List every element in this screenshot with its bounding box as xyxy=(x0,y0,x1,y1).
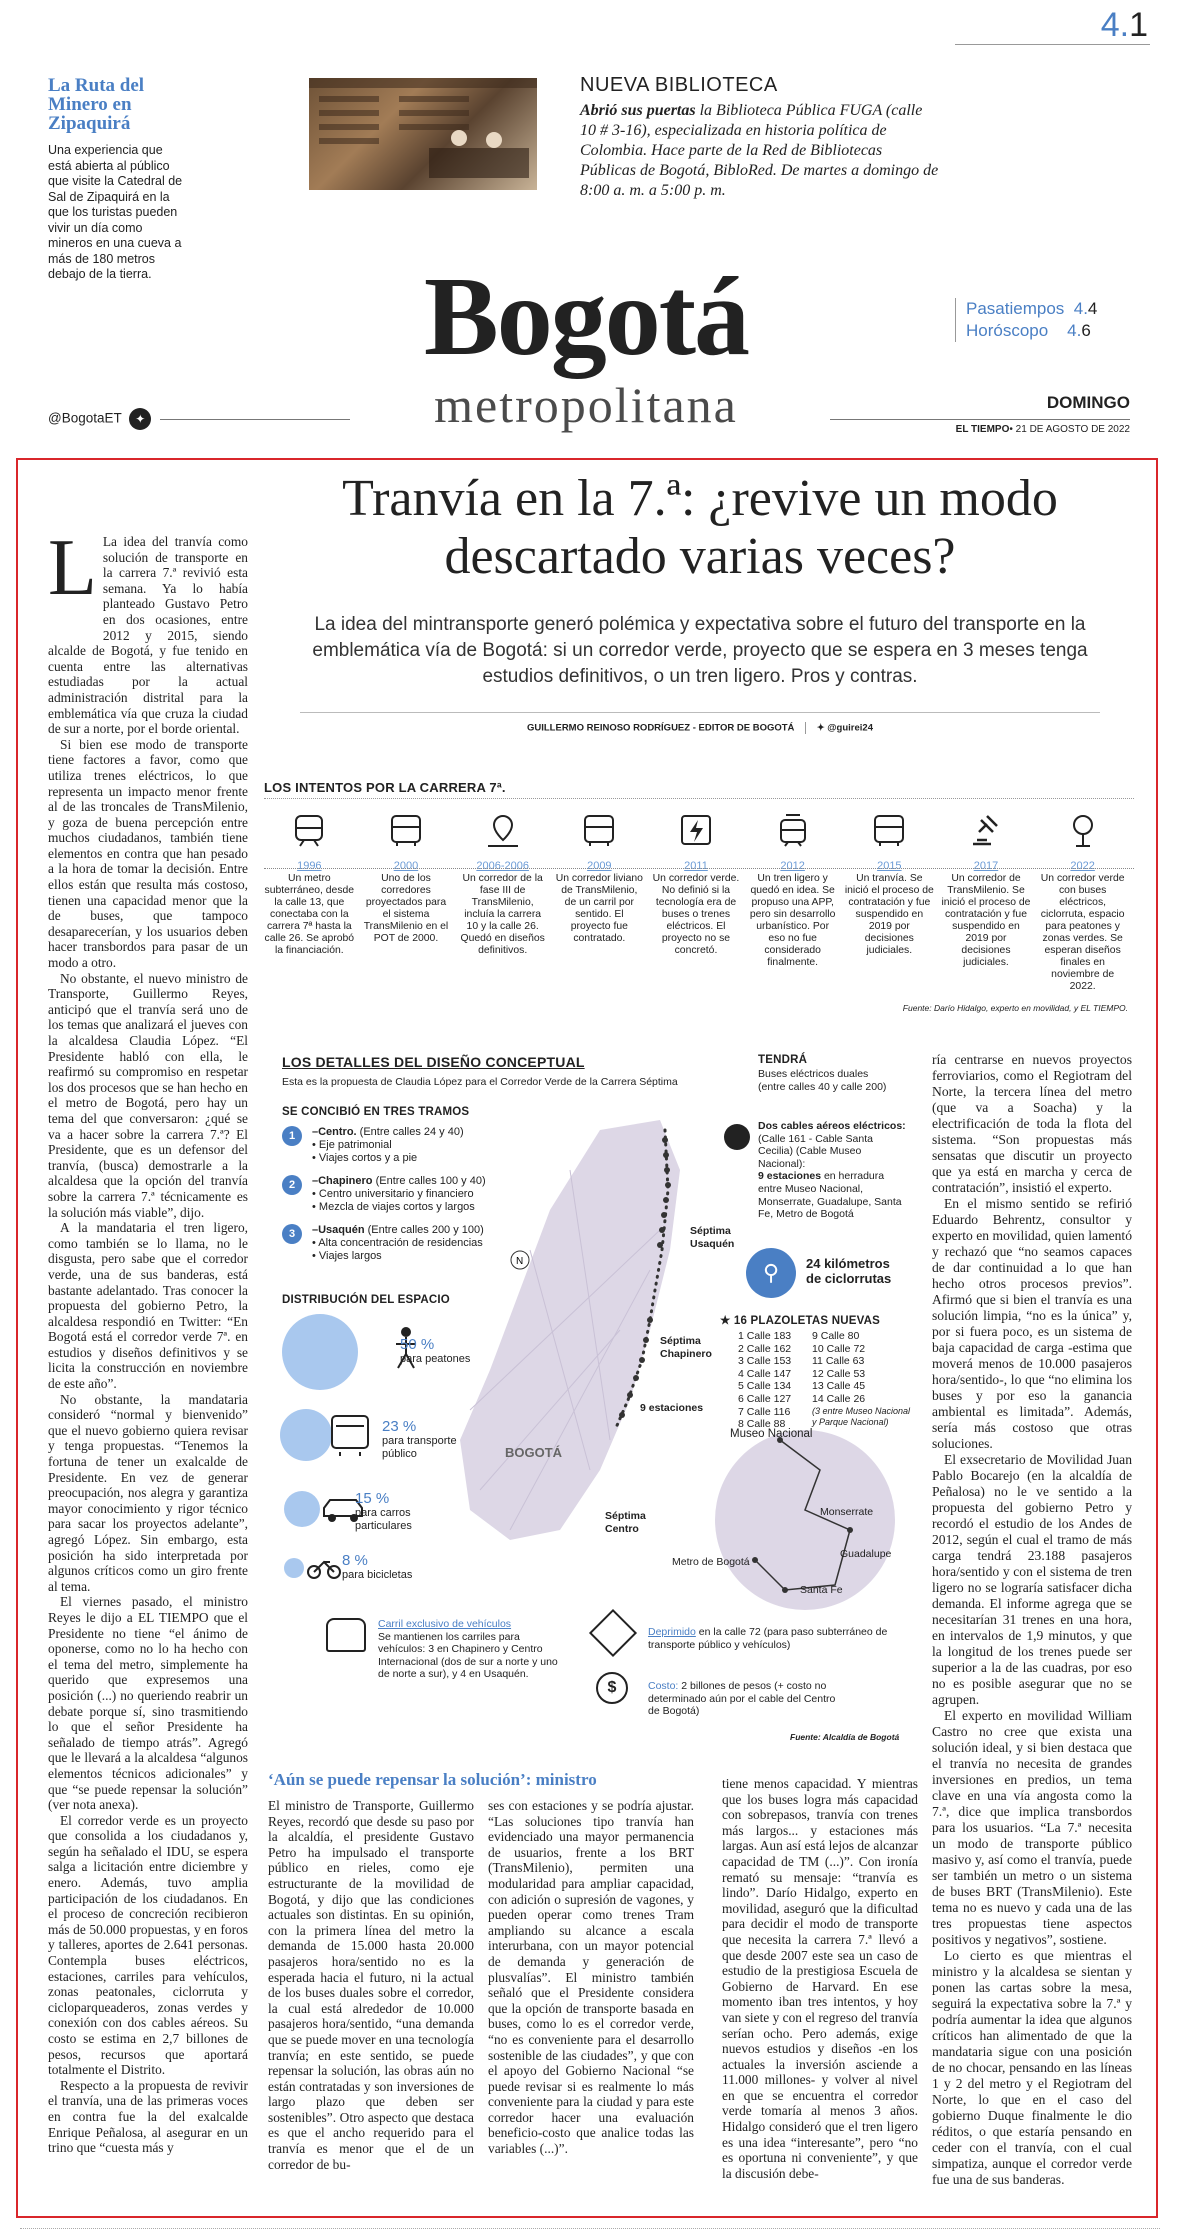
drop-cap: L xyxy=(48,524,97,612)
dateline: EL TIEMPO• 21 DE AGOSTO DE 2022 xyxy=(955,424,1130,435)
compass-icon xyxy=(511,1251,529,1269)
plazoleta-item: 13 Calle 45 xyxy=(812,1380,866,1393)
tendra-title: TENDRÁ xyxy=(758,1054,808,1066)
sidebar-box-col-2: ses con estaciones y se podría ajustar. “Las soluciones tipo tranvía han evidenciado una mayor permanencia de usuarios, frente a los BRT (TransMilenio), permiten una modularidad para ampliar capacidad, con adición o supresión de vagones, y pueden operar como trenes Tram ampliando su alcance a escala interurbana, con un mayor potencial de demanda y generación de plusvalías”. El ministro también señaló que el Presidente considera que la opción de transporte basada en buses, como lo es el corredor verde, “no es conveniente para el desarrollo sostenible de las ciudades”, y que con el apoyo del Gobierno Nacional “se puede revisar si es realmente lo más conveniente para la ciudad y para este corredor hacer una evaluación beneficio-costo que analice todas las variables (...)”. xyxy=(488,1798,694,2157)
diseno-title: LOS DETALLES DEL DISEÑO CONCEPTUAL xyxy=(282,1054,585,1070)
dist-item: 50 % para peatones xyxy=(400,1336,471,1365)
article-paragraph: La idea del tranvía como solución de transporte en la carrera 7.ª revivió esta semana. Ya lo había planteado Gustavo Petro en dos ocasiones, entre 2012 y 2015, siendo alcalde de Bogotá, y fue tenido en cuenta entre las alternativas estudiadas por la actual administración distrital para la emblemática vía que cruza la ciudad de sur a norte, por el borde oriental. xyxy=(48,534,248,737)
article-paragraph: Respecto a la propuesta de revivir el tranvía, una de las primeras voces en contra fue la del exalcalde Enrique Peñalosa, al asegurar en un trino que “cuesta más y xyxy=(48,2077,248,2156)
plazoleta-item: 5 Calle 134 xyxy=(738,1380,792,1393)
biblioteca-body: la Biblioteca Pública FUGA (calle 10 # 3-16), especializada en historia política de Colombia. Hace parte de la Red de Bibliotecas Públicas de Bogotá, BibloRed. De martes a domingo de 8:00 a. m. a 5:00 p. m. xyxy=(580,102,939,199)
cables-box: Dos cables aéreos eléctricos: (Calle 161 - Cable Santa Cecilia) (Cable Museo Nacional): 9 estaciones en herradura entre Museo Nacional, Monserrate, Guadalupe, Santa Fe, Metro de Bogotá xyxy=(758,1120,906,1221)
tramos-title: SE CONCIBIÓ EN TRES TRAMOS xyxy=(282,1106,470,1118)
costo-box: Costo: 2 billones de pesos (+ costo no determinado aún por el cable del Centro de Bogotá) xyxy=(648,1680,836,1718)
bus-icon xyxy=(387,812,425,850)
page-num: 1 xyxy=(1129,6,1148,44)
twitter-icon: ✦ xyxy=(129,408,151,430)
intento-year: 2006-2006 xyxy=(476,860,529,872)
tendra-text: Buses eléctricos duales (entre calles 40 y calle 200) xyxy=(758,1068,887,1093)
plazoletas-list-a xyxy=(738,1330,791,1431)
right-column xyxy=(932,1052,1132,2188)
page-section: 4. xyxy=(1100,6,1130,44)
intento-item xyxy=(747,812,838,969)
plazoleta-item: 12 Calle 53 xyxy=(812,1367,866,1380)
carril-box: Carril exclusivo de vehículos Se mantienen los carriles para vehículos: 3 en Chapinero y Centro Internacional (dos de sur a norte y uno de norte a sur), y 4 en Usaquén. xyxy=(378,1618,558,1681)
sidebar-box-title: ‘Aún se puede repensar la solución’: ministro xyxy=(268,1770,597,1789)
deck: La idea del mintransporte generó polémica y expectativa sobre el futuro del transporte en la emblemática vía de Bogotá: si un corredor verde, proyecto que se espera en 3 meses tenga estudios definitivos, o un tren ligero. Pros y contras. xyxy=(312,614,1088,687)
article-paragraph: El corredor verde es un proyecto que consolida a los ciudadanos y, según ha señalado el IDU, se espera salga a licitación entre diciembre y enero. Además, tuvo amplia participación de los ciudadanos. En el proceso de concreción recibieron más de 50.000 propuestas, y en foros y talleres, aportes de 2.641 personas. Contempla buses eléctricos, estaciones, carriles para vehículos, zonas peatonales, ciclorruta y cicloparqueaderos, zonas verdes y conexión con dos cables aéreos. Su costo se estima en 2,7 billones de pesos, recursos que aportará totalmente el Distrito. xyxy=(48,1812,248,2078)
plazoleta-item: 2 Calle 162 xyxy=(738,1342,792,1355)
intento-text: Un corredor liviano de TransMilenio, de un carril por sentido. El proyecto fue contratado. xyxy=(555,873,643,944)
intento-text: Uno de los corredores proyectados para el sistema TransMilenio en el POT de 2000. xyxy=(363,873,449,944)
intento-year: 2017 xyxy=(973,860,999,872)
map-label-centro: Séptima Centro xyxy=(605,1510,646,1535)
timeline-line xyxy=(264,868,1134,869)
intento-text: Un metro subterráneo, desde la calle 13, que conectaba con la carrera 7ª hasta la calle 26. Se aprobó la financiación. xyxy=(264,873,355,956)
dist-item: 8 % para bicicletas xyxy=(342,1552,413,1581)
plazoleta-item: 7 Calle 116 xyxy=(738,1405,791,1418)
article-paragraph: El exsecretario de Movilidad Juan Pablo Bocarejo (en la alcaldía de Peñalosa) no le ve sentido a la propuesta del gobierno Petro y recordó el estudio de los Andes de 2012, según el cual el tramo de más carga tendrá 23.188 pasajeros hora/sentido y con el sistema de tren ligero no se lograría satisfacer dicha demanda. El informe agrega que se necesitarían 31 trenes en una hora, en intervalos de 1,9 minutos, y que la longitud de los trenes puede ser superior a la de las cuadras, por eso no es posible asegurar que no se agrupen. xyxy=(932,1452,1132,1707)
bicycle-icon: ⚲ xyxy=(746,1248,796,1298)
electric-icon xyxy=(677,812,715,850)
svg-text:N: N xyxy=(516,1256,524,1267)
inset-museo: Museo Nacional xyxy=(730,1428,813,1440)
library-photo xyxy=(309,78,537,190)
sidebar-box-col-3: tiene menos capacidad. Y mientras que los buses logra más capacidad con sobrepasos, tranvía con trenes más largos... y estaciones más largas. Aun así está lejos de alcanzar capacidad de TM (...)”. Con ironía remató su mensaje: “tranvía es lindo”. Darío Hidalgo, experto en movilidad, aseguró que la dificultad para decidir el modo de transporte que necesita la carrera 7.ª llevó a que desde 2007 este sea un caso de estudio de la prestigiosa Escuela de Gobierno de Harvard. En ese momento iban tres intentos, y hoy van siete y con el regreso del tranvía serían ocho. Pero además, exige nuevos estudios y diseños -en los actuales la inversión asciende a 11.000 millones- y volver al nivel en que se encuentra el corredor verde tomaría al menos 3 años. Hidalgo consideró que el tren ligero es una idea “interesante”, pero “no es oportuna ni conveniente”, y que la discusión debe- xyxy=(722,1776,918,2181)
promo-text: Una experiencia que está abierta al público que visite la Catedral de Sal de Zipaquirá en la que los turistas pueden vivir un día como mineros en una cueva a más de 180 metros debajo de la tierra. xyxy=(48,143,183,281)
intento-year: 1996 xyxy=(297,860,322,872)
article-paragraph: El experto en movilidad William Castro no cree que exista una solución ideal, y si bien destaca que el tranvía no necesita de grandes inversiones en predios, un tema clave en una vía angosta como la 7.ª, dice que implica transbordos para los usuarios. “La 7.ª necesita un modo de transporte público masivo y, así como el tranvía, puede ser también un metro o un sistema de buses BRT (TransMilenio). Este tema no es nuevo y cada una de las tres propuestas tiene aspectos positivos y negativos”, sostiene. xyxy=(932,1708,1132,1947)
byline-author: GUILLERMO REINOSO RODRÍGUEZ - EDITOR DE BOGOTÁ xyxy=(526,722,795,734)
car-bubble xyxy=(284,1491,320,1527)
plazoleta-item: 11 Calle 63 xyxy=(812,1355,865,1368)
tramo-range: (Entre calles 100 y 40) xyxy=(372,1175,486,1187)
left-column xyxy=(48,524,248,2156)
corridor-map xyxy=(450,1110,720,1550)
tramo-range: (Entre calles 200 y 100) xyxy=(364,1224,484,1236)
tramo-bullet: • Mezcla de viajes cortos y largos xyxy=(312,1201,475,1213)
map-label-city: BOGOTÁ xyxy=(505,1445,563,1460)
bicycle-icon xyxy=(308,1562,340,1578)
intento-text: Un corredor verde. No definió si la tecnología era de buses o trenes eléctricos. El proyecto no se concretó. xyxy=(652,873,740,956)
dist-title: DISTRIBUCIÓN DEL ESPACIO xyxy=(282,1294,450,1306)
intento-item xyxy=(844,812,935,957)
tramo-number: 3 xyxy=(282,1224,302,1244)
cable-icon xyxy=(724,1124,750,1150)
map-label-nueve: 9 estaciones xyxy=(640,1402,704,1414)
train-icon xyxy=(290,812,328,850)
byline-rule xyxy=(300,712,1100,713)
article-paragraph: No obstante, el nuevo ministro de Transporte, Guillermo Reyes, anticipó que el tranvía será uno de los temas que analizará el jueves con la alcaldesa Claudia López. “El Presidente habló con ella, le reafirmó su compromiso en respetar los dos procesos que se han hecho en el metro de Bogotá, pero hay un tema del que conversaron: ¿qué se va a hacer sobre la carrera 7.ª? El Presidente, que es un defensor del tranvía, (busca) demostrarle a la alcaldesa que la opción del tranvía sobre la carrera 7.ª técnicamente es la solución más viable”, dijo. xyxy=(48,970,248,1220)
masthead-rule-right xyxy=(830,419,1130,420)
intento-year: 2015 xyxy=(877,860,902,872)
byline-handle[interactable]: @guirei24 xyxy=(827,722,873,734)
intento-year: 2022 xyxy=(1070,860,1095,872)
intento-item xyxy=(457,812,548,957)
tramo-bullet: • Viajes largos xyxy=(312,1250,382,1262)
bus-icon xyxy=(580,812,618,850)
plazoleta-item: 1 Calle 183 xyxy=(738,1330,792,1342)
sidebar-box-col-1: El ministro de Transporte, Guillermo Reyes, recordó que desde su paso por la alcaldía, el presidente Gustavo Petro ha impulsado el transporte público en rieles, como eje estructurante de la movilidad de Bogotá, y dijo que las condiciones actuales son distintas. En su opinión, con la primera línea del metro la demanda de 15.000 hasta 20.000 pasajeros hora/sentido no es la esperada hacia el futuro, ni la actual de los buses duales sobre el corredor, la cual está alrededor de 10.000 pasajeros hora/sentido, “una demanda que se puede mover en una tecnología tranvía; en este sentido, se puede repensar la solución, las obras aún no están contratadas y son inversiones de largo plazo que deben ser sostenibles”. Otro aspecto que destaca es que el ancho requerido para el tranvía es menor que el de un corredor de bu- xyxy=(268,1798,474,2172)
bottom-dots xyxy=(20,2228,1160,2229)
intento-text: Un tranvía. Se inició el proceso de contratación y fue suspendido en 2019 por decisiones judiciales. xyxy=(844,873,934,956)
index-box xyxy=(955,298,1156,342)
headline: Tranvía en la 7.ª: ¿revive un modo descartado varias veces? xyxy=(342,470,1058,585)
intentos-rule xyxy=(264,798,1134,799)
plazoleta-item: 14 Calle 26 xyxy=(812,1392,866,1405)
page-number xyxy=(1101,6,1148,45)
inset-santafe: Santa Fe xyxy=(800,1584,843,1596)
sidebar-promo[interactable] xyxy=(48,76,188,283)
bus-icon xyxy=(870,812,908,850)
ciclo-box: 24 kilómetros de ciclorrutas xyxy=(806,1256,892,1286)
plazoleta-item: 8 Calle 88 xyxy=(738,1418,786,1431)
intento-item xyxy=(941,812,1032,969)
plazoleta-item: 6 Calle 127 xyxy=(738,1392,792,1405)
tramo-bullet: • Alta concentración de residencias xyxy=(312,1237,483,1249)
bus-icon xyxy=(332,1416,368,1456)
map-pin-icon xyxy=(484,812,522,850)
intento-text: Un corredor de la fase III de TransMilenio, incluía la carrera 10 y la calle 26. Quedó en diseños definitivos. xyxy=(460,873,545,956)
plazoletas-note: (3 entre Museo Nacional y Parque Nacional) xyxy=(812,1406,911,1427)
article-paragraph: No obstante, la mandataria consideró “normal y bienvenido” que el nuevo gobierno quiera revisar y tenga propuestas. “Tenemos la fortuna de tener un exalcalde de Presidente. En vez de generar preocupación, nos alegra y garantiza mayor conocimiento y rigor técnico para sacar los proyectos adelante”, agregó López. Sin embargo, esta posición ha sido interpretada por algunos críticos como un giro frente al tema. xyxy=(48,1391,248,1594)
intento-item xyxy=(554,812,645,945)
dateline-day: DOMINGO xyxy=(1046,393,1130,412)
tramo-bullet: • Viajes cortos y a pie xyxy=(312,1152,418,1164)
article-paragraph: El viernes pasado, el ministro Reyes le dijo a EL TIEMPO que el Presidente no tiene “el ánimo de oponerse, como no lo ha hecho con el tema del metro, simplemente ha querido que expresemos una posición (...) no queriendo reabrir un debate porque sí, sino trasmitiendo lo que el señor Presidente ha señalado de tiempo atrás”. Agregó que le llevará a la alcaldesa “algunos elementos técnicos adicionales” y que “se puede repensar la solución” (ver nota anexa). xyxy=(48,1594,248,1813)
tramo-range: (Entre calles 24 y 40) xyxy=(356,1126,464,1138)
intento-year: 2009 xyxy=(587,860,612,872)
intento-item xyxy=(264,812,355,957)
intento-item xyxy=(651,812,742,957)
bike-bubble xyxy=(284,1558,304,1578)
tramo-number: 2 xyxy=(282,1175,302,1195)
intentos-source: Fuente: Darío Hidalgo, experto en movilidad, y EL TIEMPO. xyxy=(902,1003,1128,1013)
pedestrian-bubble xyxy=(282,1314,358,1390)
dist-item: 23 % para transporte público xyxy=(382,1418,457,1460)
index-item[interactable]: Horóscopo 4.6 xyxy=(966,321,1091,340)
tramo-number: 1 xyxy=(282,1126,302,1146)
plazoleta-item: 4 Calle 147 xyxy=(738,1367,792,1380)
byline xyxy=(300,722,1100,734)
plazoleta-item: 3 Calle 153 xyxy=(738,1355,792,1368)
inset-monserrate: Monserrate xyxy=(820,1506,874,1518)
plazoleta-item: 9 Calle 80 xyxy=(812,1330,860,1342)
article-paragraph: Lo cierto es que mientras el ministro y la alcaldesa se sientan y ponen las cartas sobre la mesa, seguirá la expectativa sobre la 7.ª y podría aumentar la idea que algunos críticos han alimentado de que la mandataria sigue con una posición de no chocar, pensando en las líneas 1 y 2 del metro y el Regiotram del Norte, lo que en el caso del gobierno Duque finalmente le dio réditos, o que estaría pensando en ceder con el tranvía, con el cual simpatiza, aunque el corredor verde fue una de sus banderas. xyxy=(932,1948,1132,2187)
inset-guadalupe: Guadalupe xyxy=(840,1548,892,1560)
biblioteca-box[interactable] xyxy=(580,74,940,201)
map-area xyxy=(460,1120,680,1540)
intento-year: 2000 xyxy=(393,860,419,872)
plazoletas-list-b xyxy=(812,1330,865,1406)
twitter-handle[interactable]: @BogotaET ✦ xyxy=(48,408,151,430)
promo-title: La Ruta del Minero en Zipaquirá xyxy=(48,75,145,134)
intento-year: 2012 xyxy=(780,860,805,872)
plazoletas-title: ★ 16 PLAZOLETAS NUEVAS xyxy=(720,1315,880,1327)
article-paragraph: A la mandataria el tren ligero, como también se lo llama, no le disgusta, pero sabe que el corredor verde, una de sus banderas, está bastante adelantado. Tras conocer la propuesta del gobierno Petro, la alcaldesa respondió en Twitter: “En Bogotá está el corredor verde 7ª. en estudios y diseños definitivos y se licita la construcción en noviembre de este año”. xyxy=(48,1220,248,1392)
intento-item xyxy=(1037,812,1128,993)
intento-text: Un corredor de TransMilenio. Se inició el proceso de contratación y fue suspendido en 2019 por decisiones judiciales. xyxy=(941,873,1031,968)
tramo-bullet: • Centro universitario y financiero xyxy=(312,1188,474,1200)
twitter-icon: ✦ xyxy=(816,722,825,734)
masthead-rule-left xyxy=(160,419,350,420)
biblioteca-lead: Abrió sus puertas xyxy=(580,102,696,119)
biblioteca-title: NUEVA BIBLIOTECA xyxy=(580,74,778,96)
tramo-bullet: • Eje patrimonial xyxy=(312,1139,392,1151)
dist-item: 15 % para carros particulares xyxy=(355,1490,412,1532)
intento-year: 2011 xyxy=(684,860,708,872)
article-paragraph: Si bien ese modo de transporte tiene factores a favor, como que utiliza trenes eléctricos, lo que representa un impacto menor frente al de las troncales de TransMilenio, y goza de buena percepción entre muchos ciudadanos, también tiene elementos en contra que han pesado a la hora de tomar la decisión. Entre ellos están que resulta más costoso, tienen una capacidad menor que la de buses, que tampoco desaparecerían, y los usuarios deben hacer transbordos para pasar de un modo a otro. xyxy=(48,736,248,971)
index-item[interactable]: Pasatiempos 4.4 xyxy=(966,299,1098,318)
diseno-subtitle: Esta es la propuesta de Claudia López para el Corredor Verde de la Carrera Séptima xyxy=(282,1076,678,1088)
tramo-name: –Usaquén xyxy=(312,1224,365,1236)
intentos-timeline xyxy=(264,812,1134,1002)
intento-text: Un tren ligero y quedó en idea. Se propuso una APP, pero sin desarrollo urbanístico. Por eso no fue considerado finalmente. xyxy=(749,873,836,968)
intentos-title: LOS INTENTOS POR LA CARRERA 7ª. xyxy=(264,780,506,795)
article-paragraph: En el mismo sentido se refirió Eduardo Behrentz, consultor y experto en movilidad, quien lamentó y rechazó que “no seamos capaces de dar continuidad a lo que han hecho otros procesos previos”. Afirmó que si bien el tranvía es una solución limpia, “no es la única” y, por si fuera poco, es un sistema de baja capacidad de carga -estima que moverá menos de 10.000 pasajeros hora/sentido-, lo que “no elimina los buses y por eso la ganancia ambiental es limitada”. Además, sería más costoso que otras soluciones. xyxy=(932,1196,1132,1451)
tree-icon xyxy=(1064,812,1102,850)
map-label-chapinero: Séptima Chapinero xyxy=(660,1335,712,1360)
intento-text: Un corredor verde con buses eléctricos, ciclorruta, espacio para peatones y zonas verdes. Se esperan diseños finales en noviembre de 2022. xyxy=(1040,873,1125,992)
map-label-usaquen: Séptima Usaquén xyxy=(690,1225,735,1250)
masthead-title: Bogotá xyxy=(424,255,748,379)
diseno-source: Fuente: Alcaldía de Bogotá xyxy=(790,1732,900,1742)
library-photo-svg xyxy=(309,78,537,190)
tram-icon xyxy=(774,812,812,850)
intento-item xyxy=(361,812,452,945)
tramo-name: –Centro. xyxy=(312,1126,357,1138)
deprimido-box: Deprimido en la calle 72 (para paso subterráneo de transporte público y vehículos) xyxy=(648,1626,888,1651)
masthead-subtitle: metropolitana xyxy=(434,377,738,433)
article-paragraph: ría centrarse en nuevos proyectos ferroviarios, como el Regiotram del Norte, la tercera línea del metro (que va a Soacha) y la electrificación de toda la flota del sistema. “Son propuestas más sensatas que discutir un proyecto que ya está en marcha y cerca de contratación”, insistió el experto. xyxy=(932,1052,1132,1195)
inset-metro: Metro de Bogotá xyxy=(672,1556,750,1568)
car-icon xyxy=(326,1618,366,1652)
transport-bubble xyxy=(280,1409,332,1461)
plazoleta-item: 10 Calle 72 xyxy=(812,1342,866,1355)
top-rule xyxy=(955,44,1150,45)
biblioteca-text xyxy=(580,101,940,201)
money-icon: $ xyxy=(596,1672,628,1704)
tramo-name: –Chapinero xyxy=(312,1175,373,1187)
gavel-icon xyxy=(967,812,1005,850)
